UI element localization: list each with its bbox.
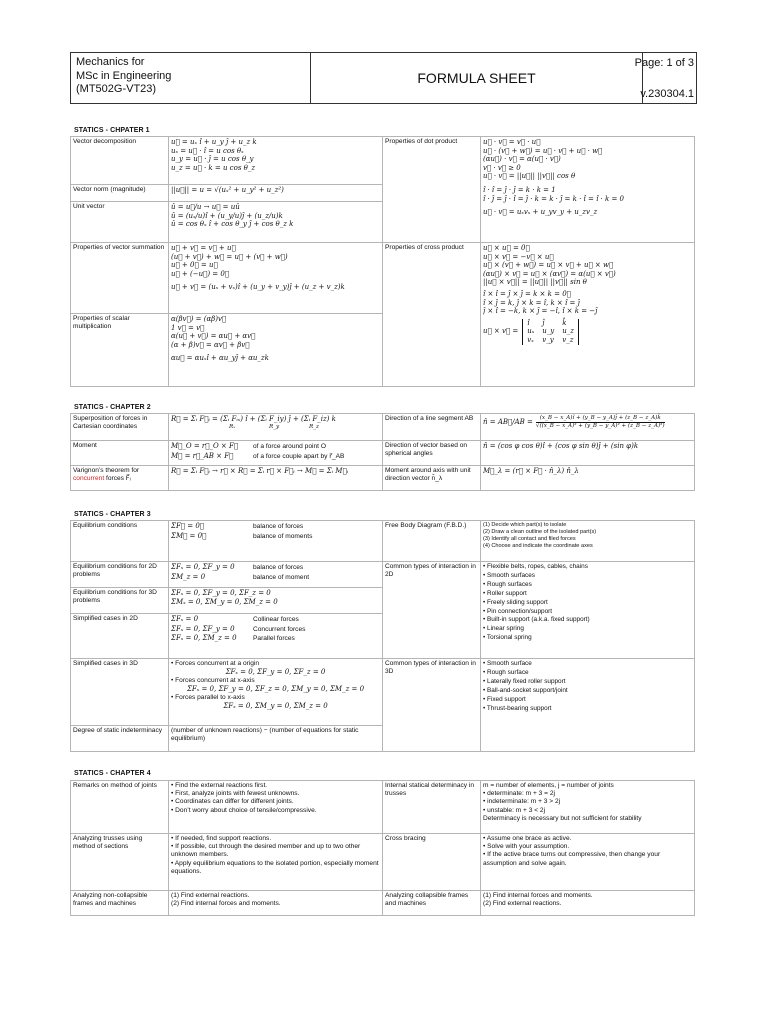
page-meta: [634, 53, 698, 103]
row-label: Common types of interaction in 2D: [383, 562, 481, 659]
row-label: Simplified cases in 3D: [71, 659, 169, 726]
underbrace-label: R_y: [269, 423, 280, 430]
formula-cell: [169, 588, 383, 614]
list-item: • determinate: m + 3 = 2j: [483, 790, 555, 798]
row-label: Simplified cases in 2D: [71, 614, 169, 659]
moment-desc: of a force couple apart by r⃗_AB: [253, 452, 345, 460]
row-label: Vector norm (magnitude): [71, 185, 169, 202]
course-line: (MT502G-VT23): [76, 83, 157, 95]
row-label: Direction of vector based on spherical angles: [383, 441, 481, 466]
list-item: • unstable: m + 3 < 2j: [483, 806, 546, 814]
row-label: Properties of cross product: [383, 243, 481, 387]
eq-desc: Parallel forces: [253, 635, 295, 643]
formula-line: α(u⃗ + v⃗) = αu⃗ + αv⃗: [171, 332, 256, 341]
formula-cell: [481, 243, 695, 387]
formula-line: M⃗_λ = (r⃗ × F⃗ · n̂_λ) n̂_λ: [483, 467, 579, 475]
list-cell: [481, 521, 695, 562]
determinant-lhs: u⃗ × v⃗ =: [483, 327, 519, 336]
list-item: • If possible, cut through the desired member and up to two other unknown members.: [171, 843, 361, 859]
formula-cell: [481, 441, 695, 466]
list-item: • Smooth surfaces: [483, 571, 535, 579]
text-cell: (number of unknown reactions) − (number of equations for static equilibrium): [169, 726, 383, 752]
formula-line: ĵ × î = −k̂, k̂ × ĵ = −î, î × k̂ = −ĵ: [483, 307, 598, 316]
row-label: Properties of dot product: [383, 137, 481, 243]
list-item: • Pin connection/support: [483, 607, 553, 615]
list-item: Determinacy is necessary but not sufficient for stability: [483, 814, 642, 822]
moment-formula: M⃗ = r⃗_AB × F⃗: [171, 451, 234, 460]
section-heading-ch2: STATICS - CHAPTER 2: [74, 404, 151, 411]
matrix-cell: u_y: [542, 327, 555, 336]
row-label: Equilibrium conditions for 3D problems: [71, 588, 169, 614]
list-cell: [481, 562, 695, 659]
formula-line: 1 v⃗ = v⃗: [171, 323, 205, 332]
formula-cell: [169, 243, 383, 314]
formula-line: ||u⃗|| = u = √(uₓ² + u_y² + u_z²): [171, 186, 284, 194]
row-label: Moment: [71, 441, 169, 466]
row-label: Superposition of forces in Cartesian coordinates: [71, 414, 169, 441]
formula-line: û = u⃗/u → u⃗ = uû: [171, 203, 240, 211]
formula-line: ΣFₓ = 0, ΣF_y = 0, ΣF_z = 0: [225, 668, 326, 677]
formula-cell: [169, 137, 383, 185]
formula-line: u⃗ · v⃗ = uₓvₓ + u_yv_y + u_zv_z: [483, 208, 598, 217]
matrix-cell: v_y: [542, 335, 554, 344]
row-label: [71, 466, 169, 491]
formula-cell: [169, 521, 383, 562]
eq-desc: Collinear forces: [253, 616, 299, 623]
list-item: (2) Draw a clean outline of the isolated part(s): [483, 528, 597, 535]
formula-line: î × î = ĵ × ĵ = k̂ × k̂ = 0⃗: [483, 289, 571, 298]
ch4-table: [70, 780, 695, 916]
eq-formula: ΣFₓ = 0: [171, 615, 199, 623]
formula-line: [171, 634, 380, 644]
formula-cell: [169, 562, 383, 588]
underbrace-labels: [171, 424, 380, 431]
fraction: [536, 415, 665, 430]
list-item: • Linear spring: [483, 625, 524, 633]
formula-line: uₓ = u⃗ · î = u cos θₓ: [171, 146, 244, 155]
eq-formula: ΣM⃗ = 0⃗: [171, 531, 207, 540]
list-cell: [481, 891, 695, 916]
list-item: • Rough surfaces: [483, 580, 532, 588]
list-item: • If the active brace turns out compressive, then change your assumption and solve again.: [483, 851, 661, 867]
formula-cell: [169, 441, 383, 466]
row-label: Equilibrium conditions: [71, 521, 169, 562]
list-item: • Rough surface: [483, 668, 529, 676]
formula-line: û = (uₓ/u)î + (u_y/u)ĵ + (u_z/u)k̂: [171, 211, 283, 220]
matrix-cell: k̂: [562, 318, 567, 327]
list-item: • Laterally fixed roller support: [483, 677, 566, 685]
formula-cell: [169, 614, 383, 659]
list-item: (1) Decide which part(s) to isolate: [483, 522, 567, 528]
formula-cell: [169, 659, 383, 726]
formula-line: u⃗ · (v⃗ + w⃗) = u⃗ · v⃗ + u⃗ · w⃗: [483, 146, 603, 155]
list-item: • First, analyze joints with fewest unknowns.: [171, 790, 300, 798]
list-item: • Coordinates can differ for different joints.: [171, 798, 294, 806]
formula-line: û = cos θₓ î + cos θ_y ĵ + cos θ_z k̂: [171, 220, 294, 229]
eq-formula: ΣFₓ = 0, ΣF_y = 0: [171, 563, 235, 571]
formula-cell: [481, 414, 695, 441]
version-label: v.230304.1: [640, 88, 694, 100]
formula-line: u⃗ + (−u⃗) = 0⃗: [171, 269, 230, 278]
row-label: Internal statical determinacy in trusses: [383, 781, 481, 834]
determinant-matrix: [522, 319, 579, 345]
matrix-cell: vₓ: [527, 335, 534, 344]
formula-cell: [169, 314, 383, 387]
list-item: (2) Find external reactions.: [483, 900, 562, 908]
formula-line: (αu⃗) · v⃗ = α(u⃗ · v⃗): [483, 155, 561, 164]
formula-line: u⃗ × (v⃗ + w⃗) = u⃗ × v⃗ + u⃗ × w⃗: [483, 261, 614, 270]
eq-desc: balance of moments: [253, 532, 313, 540]
list-item: (1) Find internal forces and moments.: [483, 892, 593, 899]
page-title: FORMULA SHEET: [311, 53, 643, 103]
course-info: [71, 53, 311, 103]
eq-desc: balance of moment: [253, 573, 310, 581]
formula-cell: [481, 466, 695, 491]
formula-cell: [169, 414, 383, 441]
matrix-cell: ĵ: [542, 318, 545, 327]
formula-cell: [169, 466, 383, 491]
formula-line: [171, 625, 380, 635]
row-label: Direction of a line segment AB: [383, 414, 481, 441]
list-item: • Don’t worry about choice of tensile/compressive.: [171, 806, 317, 814]
eq-desc: balance of forces: [253, 564, 304, 571]
eq-formula: ΣFₓ = 0, ΣF_y = 0: [171, 624, 235, 633]
formula-line: [171, 573, 380, 583]
ch2-table: [70, 413, 695, 491]
list-item: (3) Identify all contact and filed forces: [483, 535, 576, 542]
list-item: • Assume one brace as active.: [483, 835, 572, 842]
formula-line: ΣFₓ = 0, ΣF_y = 0, ΣF_z = 0, ΣM_y = 0, ΣM_z = 0: [186, 685, 365, 693]
row-label: Analyzing collapsible frames and machines: [383, 891, 481, 916]
formula-line: u⃗ = uₓ î + u_y ĵ + u_z k̂: [171, 138, 257, 146]
row-label: Equilibrium conditions for 2D problems: [71, 562, 169, 588]
formula-line: u⃗ × u⃗ = 0⃗: [483, 244, 530, 252]
label-text: forces F⃗ᵢ: [106, 475, 131, 483]
formula-line: u⃗ + v⃗ = v⃗ + u⃗: [171, 244, 236, 252]
moment-desc: of a force around point O: [253, 443, 326, 450]
highlight-text: concurrent: [73, 475, 105, 483]
list-item: • If needed, find support reactions.: [171, 835, 272, 842]
formula-line: (αu⃗) × v⃗ = u⃗ × (αv⃗) = α(u⃗ × v⃗): [483, 269, 616, 278]
label-text: Varignon’s theorem for: [73, 467, 140, 474]
row-label: Analyzing non-collapsible frames and machines: [71, 891, 169, 916]
row-label: Degree of static indeterminacy: [71, 726, 169, 752]
list-item: • Thrust-bearing support: [483, 704, 552, 712]
list-item: • Apply equilibrium equations to the isolated portion, especially moment equations.: [171, 859, 379, 875]
list-item: • Forces concurrent at a origin: [171, 660, 260, 667]
eq-desc: Concurrent forces: [253, 625, 306, 633]
course-line: MSc in Engineering: [76, 69, 172, 82]
list-cell: [481, 781, 695, 834]
formula-line: ΣFₓ = 0, ΣF_y = 0, ΣF_z = 0: [171, 589, 271, 597]
formula-line: [171, 563, 380, 573]
list-item: • Freely sliding support: [483, 598, 548, 606]
row-label: Properties of vector summation: [71, 243, 169, 314]
matrix-cell: uₓ: [527, 327, 535, 336]
determinant-formula: [483, 319, 692, 345]
eq-desc: balance of forces: [253, 523, 304, 530]
formula-line: v⃗ · v⃗ ≥ 0: [483, 163, 521, 172]
formula-line: R⃗ = Σᵢ F⃗ᵢ → r⃗ × R⃗ = Σᵢ r⃗ × F⃗ᵢ → M⃗ = Σᵢ M⃗ᵢ: [171, 467, 349, 475]
row-label: Unit vector: [71, 202, 169, 243]
list-item: • Find the external reactions first.: [171, 782, 268, 789]
list-item: • Ball-and-socket support/joint: [483, 686, 568, 694]
formula-cell: [169, 202, 383, 243]
eq-formula: ΣF⃗ = 0⃗: [171, 522, 204, 530]
section-heading-ch3: STATICS - CHAPTER 3: [74, 511, 151, 518]
formula-line: αu⃗ = αuₓî + αu_yĵ + αu_zk̂: [171, 354, 269, 363]
fraction-numerator: (x_B − x_A)î + (y_B − y_A)ĵ + (z_B − z_A)k̂: [536, 415, 665, 423]
list-cell: [169, 891, 383, 916]
formula-line: u_z = u⃗ · k̂ = u cos θ_z: [171, 163, 256, 172]
page-number: Page: 1 of 3: [634, 57, 694, 69]
course-line: Mechanics for: [76, 56, 145, 68]
formula-line: î · ĵ = ĵ · î = ĵ · k̂ = k̂ · ĵ = k̂ · î = î · k̂ = 0: [483, 194, 625, 203]
formula-line: u⃗ + v⃗ = (uₓ + vₓ)î + (u_y + v_y)ĵ + (u_z + v_z)k̂: [171, 283, 345, 292]
list-item: • Fixed support: [483, 695, 526, 703]
eq-formula: ΣM_z = 0: [171, 572, 206, 581]
formula-line: u⃗ · v⃗ = ||u⃗|| ||v⃗|| cos θ: [483, 172, 576, 181]
eq-formula: ΣFₓ = 0, ΣM_z = 0: [171, 634, 237, 643]
underbrace-label: Rₓ: [229, 423, 236, 430]
list-item: (1) Find external reactions.: [171, 892, 250, 899]
formula-line: [171, 442, 380, 452]
ch3-table: [70, 520, 695, 752]
list-item: • Solve with your assumption.: [483, 843, 570, 851]
list-item: • Roller support: [483, 589, 527, 597]
list-item: • Forces concurrent at x-axis: [171, 676, 255, 684]
list-item: • indeterminate: m + 3 > 2j: [483, 798, 561, 806]
row-label: Properties of scalar multiplication: [71, 314, 169, 387]
matrix-cell: u_z: [562, 327, 574, 336]
formula-line: [171, 452, 380, 462]
row-label: Free Body Diagram (F.B.D.): [383, 521, 481, 562]
list-item: • Flexible belts, ropes, cables, chains: [483, 563, 588, 570]
section-heading-ch4: STATICS - CHAPTER 4: [74, 770, 151, 777]
section-heading-ch1: STATICS - CHPATER 1: [74, 127, 150, 134]
row-label: Analyzing trusses using method of sections: [71, 834, 169, 891]
formula-line: [171, 522, 380, 532]
formula-cell: [481, 137, 695, 243]
formula-lhs: n̂ = AB⃗/AB =: [483, 418, 533, 427]
formula-line: u_y = u⃗ · ĵ = u cos θ_y: [171, 155, 254, 164]
line-direction-formula: [483, 415, 692, 430]
underbrace-label: R_z: [309, 423, 319, 430]
formula-line: î · î = ĵ · ĵ = k̂ · k̂ = 1: [483, 185, 556, 194]
list-item: • Forces parallel to x-axis: [171, 693, 245, 701]
matrix-cell: î: [527, 318, 530, 327]
formula-line: R⃗ = Σᵢ F⃗ᵢ = (Σᵢ Fᵢₓ) î + (Σᵢ F_iy) ĵ + (Σᵢ F_iz) k̂: [171, 415, 336, 423]
formula-line: ΣMₓ = 0, ΣM_y = 0, ΣM_z = 0: [171, 597, 278, 606]
moment-formula: M⃗_O = r⃗_O × F⃗: [171, 442, 239, 450]
formula-line: [171, 615, 380, 625]
list-item: • Torsional spring: [483, 634, 532, 642]
list-item: (4) Choose and indicate the coordinate axes: [483, 542, 593, 549]
list-item: (2) Find internal forces and moments.: [171, 900, 281, 908]
row-label: Cross bracing: [383, 834, 481, 891]
formula-line: u⃗ + 0⃗ = u⃗: [171, 261, 218, 270]
formula-line: (u⃗ + v⃗) + w⃗ = u⃗ + (v⃗ + w⃗): [171, 252, 288, 261]
list-cell: [481, 659, 695, 752]
matrix-cell: v_z: [562, 335, 574, 344]
ch1-table: [70, 136, 695, 387]
list-cell: [169, 834, 383, 891]
formula-line: (α + β)v⃗ = αv⃗ + βv⃗: [171, 340, 250, 349]
formula-line: u⃗ × v⃗ = −v⃗ × u⃗: [483, 252, 554, 261]
row-label: Moment around axis with unit direction vector n̂_λ: [383, 466, 481, 491]
row-label: Vector decomposition: [71, 137, 169, 185]
list-item: m = number of elements, j = number of joints: [483, 782, 614, 789]
formula-line: ||u⃗ × v⃗|| = ||u⃗|| ||v⃗|| sin θ: [483, 278, 587, 287]
list-item: • Built-in support (a.k.a. fixed support): [483, 616, 590, 624]
row-label: Remarks on method of joints: [71, 781, 169, 834]
fraction-denominator: √((x_B − x_A)² + (y_B − y_A)² + (z_B − z_A)²): [535, 423, 665, 429]
formula-line: u⃗ · v⃗ = v⃗ · u⃗: [483, 138, 541, 146]
formula-line: n̂ = (cos φ cos θ)î + (cos φ sin θ)ĵ + (sin φ)k̂: [483, 442, 639, 450]
formula-line: ΣFₓ = 0, ΣM_y = 0, ΣM_z = 0: [223, 701, 328, 710]
formula-line: î × ĵ = k̂, ĵ × k̂ = î, k̂ × î = ĵ: [483, 298, 580, 307]
list-cell: [169, 781, 383, 834]
list-item: • Smooth surface: [483, 660, 532, 667]
formula-line: [171, 532, 380, 542]
formula-line: α(βv⃗) = (αβ)v⃗: [171, 315, 227, 323]
formula-cell: [169, 185, 383, 202]
document-header: [70, 52, 697, 104]
list-cell: [481, 834, 695, 891]
row-label: Common types of interaction in 3D: [383, 659, 481, 752]
